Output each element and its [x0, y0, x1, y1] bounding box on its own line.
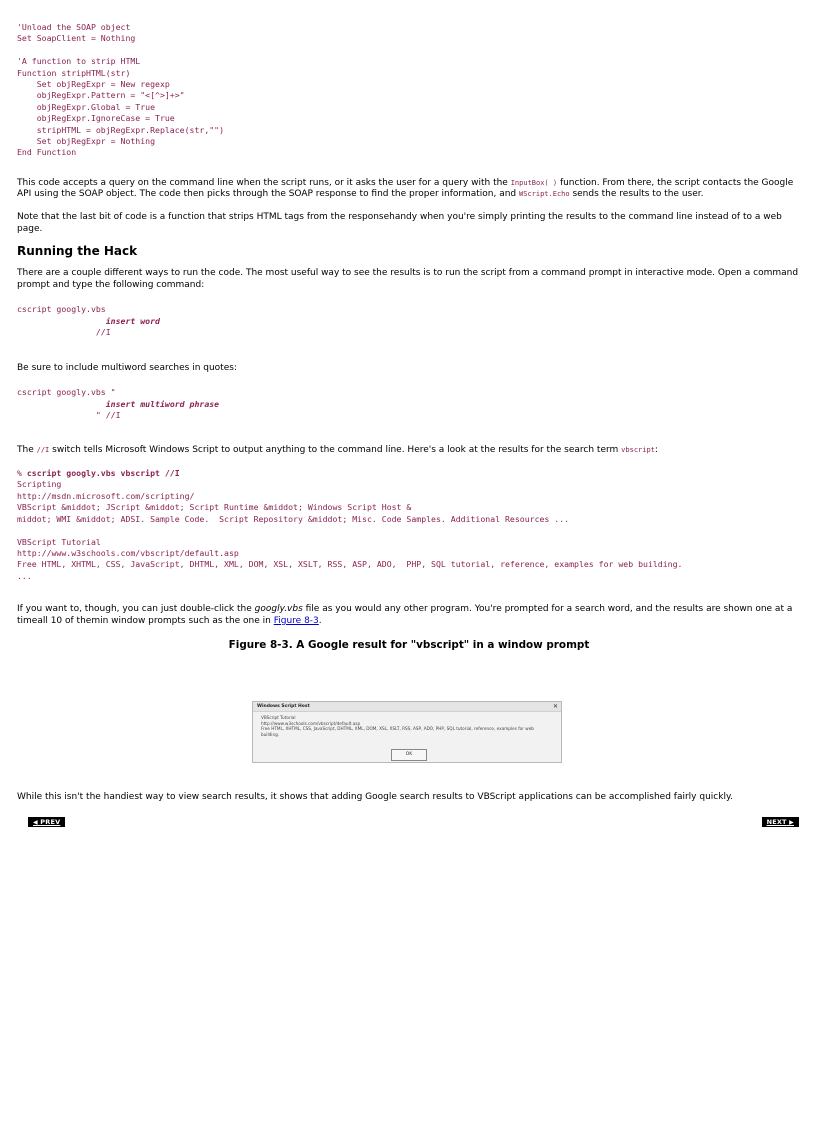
code-indent	[17, 316, 106, 326]
text: .	[318, 615, 322, 626]
output-line: VBScript &middot; JScript &middot; Script Runtime &middot; Windows Script Host &	[17, 502, 412, 513]
output-line: ...	[17, 570, 32, 581]
code-line: cscript googly.vbs	[17, 304, 106, 315]
command-example	[17, 387, 801, 421]
command-output	[17, 468, 801, 582]
output-line: Scripting	[17, 479, 62, 490]
inline-code: InputBox( )	[510, 178, 558, 187]
dialog-line: Free HTML, XHTML, CSS, JavaScript, DHTML, XML, DOM, XSL, XSLT, RSS, ASP, ADO, PHP, SQL tutorial, reference, examples for web building.	[261, 726, 534, 737]
command-example	[17, 304, 801, 338]
paragraph: While this isn't the handiest way to view search results, it shows that adding Google search results to VBScript applications can be accomplished fairly quickly.	[17, 792, 733, 802]
code-line: objRegExpr.Global = True	[17, 101, 156, 112]
prev-button[interactable]	[28, 817, 65, 827]
figure-link[interactable]: Figure 8-3	[273, 615, 319, 626]
placeholder-text: insert word	[105, 315, 160, 326]
prev-label: PREV	[40, 818, 61, 826]
dialog-titlebar	[253, 702, 561, 712]
placeholder-text: insert multiword phrase	[105, 398, 220, 409]
inline-code: WScript.Echo	[519, 190, 570, 199]
paragraph	[17, 178, 801, 201]
next-label: NEXT	[766, 818, 787, 826]
code-line: Set SoapClient = Nothing	[17, 33, 136, 44]
figure-screenshot	[252, 701, 562, 763]
output-line: Free HTML, XHTML, CSS, JavaScript, DHTML, XML, DOM, XSL, XSLT, RSS, ASP, ADO, PHP, SQL tutorial, reference, examples for web building.	[17, 559, 683, 570]
right-arrow-icon: ▶	[789, 819, 794, 826]
section-heading: Running the Hack	[17, 244, 138, 259]
code-line: cscript googly.vbs "	[17, 387, 116, 398]
dialog-title: Windows Script Host	[257, 704, 310, 709]
text: The	[17, 445, 37, 456]
output-line: middot; WMI &middot; ADSI. Sample Code. Script Repository &middot; Misc. Code Samples. Additional Resources ...	[17, 513, 570, 524]
code-line: End Function	[17, 147, 77, 158]
shell-prompt: %	[17, 468, 27, 479]
text: switch tells Microsoft Windows Script to output anything to the command line. Here's a look at the results for the search term	[49, 445, 622, 456]
paragraph: Note that the last bit of code is a function that strips HTML tags from the responsehandy when you're simply printing the results to the command line instead of to a web page.	[17, 212, 782, 234]
file-name: googly.vbs	[254, 604, 303, 615]
code-line: Function stripHTML(str)	[17, 67, 131, 78]
document-page	[17, 22, 801, 651]
text: :	[654, 445, 658, 456]
text: If you want to, though, you can just double-click the	[17, 604, 255, 615]
output-line: VBScript Tutorial	[17, 536, 101, 547]
inline-code: vbscript	[621, 446, 655, 455]
code-line: objRegExpr.Pattern = "<[^>]+>"	[17, 90, 185, 101]
code-line: 'A function to strip HTML	[17, 56, 141, 67]
text: sends the results to the user.	[569, 189, 704, 200]
left-arrow-icon: ◀	[33, 819, 38, 826]
paragraph: There are a couple different ways to run the code. The most useful way to see the results is to run the script from a command prompt in interactive mode. Open a command prompt and type the following command:	[17, 268, 799, 290]
code-line: Set objRegExpr = New regexp	[17, 79, 170, 90]
inline-code: //I	[36, 446, 50, 455]
text: file as you would any other program. You're prompted for a search word, and the results are shown one at a timeall 10 of themin window prompts such as the one in	[17, 604, 793, 626]
close-icon: ✕	[552, 703, 558, 710]
code-line: objRegExpr.IgnoreCase = True	[17, 113, 175, 124]
code-line: " //I	[17, 410, 121, 421]
figure-caption: Figure 8-3. A Google result for "vbscript" in a window prompt	[228, 639, 590, 652]
output-line: http://msdn.microsoft.com/scripting/	[17, 490, 195, 501]
code-line: Set objRegExpr = Nothing	[17, 136, 156, 147]
paragraph	[17, 445, 801, 457]
code-indent	[17, 399, 106, 409]
dialog-line: VBScript Tutorial	[261, 715, 296, 720]
next-button[interactable]	[762, 817, 799, 827]
output-line: http://www.w3schools.com/vbscript/default.asp	[17, 547, 239, 558]
dialog-line: http://www.w3schools.com/vbscript/default.asp	[261, 720, 361, 726]
code-listing	[17, 22, 801, 159]
code-line: //I	[17, 327, 111, 338]
paragraph: Be sure to include multiword searches in quotes:	[17, 362, 237, 373]
dialog-body	[253, 712, 561, 740]
code-line: stripHTML = objRegExpr.Replace(str,"")	[17, 124, 225, 135]
text: function. From there, the script contacts the Google API using the SOAP object. The code then picks through the SOAP response to find the proper information, and	[17, 177, 794, 200]
code-line: 'Unload the SOAP object	[17, 22, 131, 32]
typed-command: cscript googly.vbs vbscript //I	[26, 468, 180, 479]
text: This code accepts a query on the command line when the script runs, or it asks the user for a query with the	[17, 177, 511, 188]
paragraph	[17, 604, 801, 627]
ok-button: OK	[391, 749, 427, 761]
